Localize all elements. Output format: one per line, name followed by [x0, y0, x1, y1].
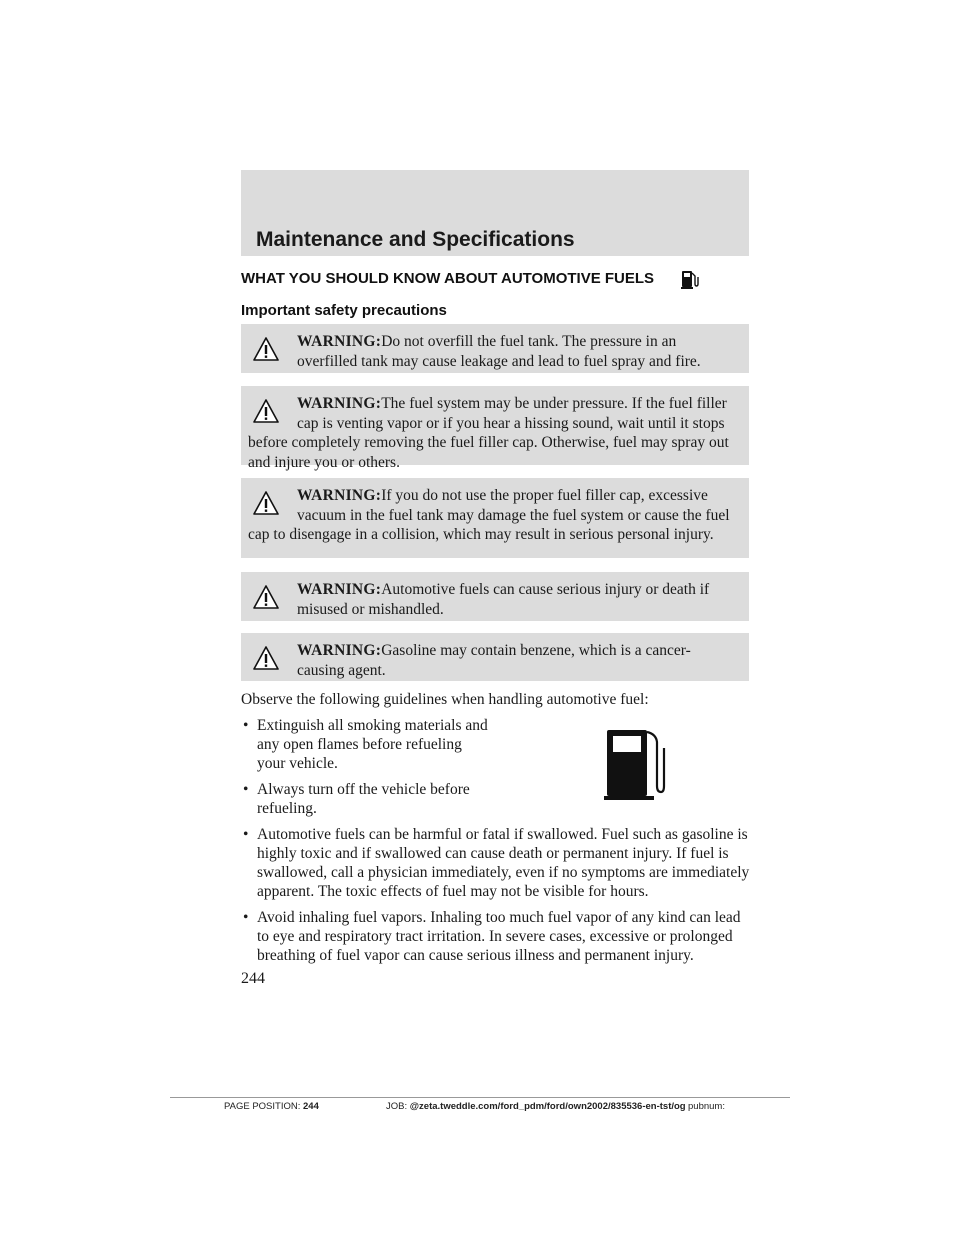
guidelines-list [241, 716, 751, 972]
footer-position-label: PAGE POSITION: [224, 1101, 301, 1112]
footer-pubnum-label: pubnum: [688, 1101, 725, 1112]
list-item: • Extinguish all smoking materials and any open flames before refueling your vehicle. [241, 716, 492, 773]
warning-triangle-icon [253, 491, 279, 515]
list-item: • Automotive fuels can be harmful or fatal if swallowed. Fuel such as gasoline is highly toxic and if swallowed can cause death or permanent injury. If fuel is swallowed, call a physician immediately, even if no symptoms are immediately apparent. The toxic effects of fuel may not be visible for hours. [241, 825, 751, 901]
fuel-pump-icon [681, 268, 699, 290]
warning-triangle-icon [253, 646, 279, 670]
warning-label: WARNING: [297, 395, 382, 412]
warning-box [241, 478, 749, 558]
footer-job-value: @zeta.tweddle.com/ford_pdm/ford/own2002/835536-en-tst/og [409, 1101, 686, 1112]
warning-triangle-icon [253, 399, 279, 423]
warning-box [241, 633, 749, 681]
warning-label: WARNING: [297, 581, 382, 598]
warning-text: Do not overfill the fuel tank. The pressure in an overfilled tank may cause leakage and lead to fuel spray and fire. [297, 333, 701, 370]
list-item: • Avoid inhaling fuel vapors. Inhaling too much fuel vapor of any kind can lead to eye and respiratory tract irritation. In severe cases, excessive or prolonged breathing of fuel vapor can cause serious illness and permanent injury. [241, 908, 751, 965]
warning-label: WARNING: [297, 487, 382, 504]
page-heading: WHAT YOU SHOULD KNOW ABOUT AUTOMOTIVE FUELS [241, 270, 655, 287]
warning-box [241, 324, 749, 373]
warning-triangle-icon [253, 585, 279, 609]
page-number: 244 [241, 970, 265, 987]
fuel-pump-icon [604, 726, 666, 802]
warning-box [241, 572, 749, 621]
warning-text: The fuel system may be under pressure. If the fuel filler cap is venting vapor or if you hear a hissing sound, wait until it stops before completely removing the fuel filler cap. Otherwise, fuel may spray out and injure you or others. [248, 395, 729, 471]
warning-label: WARNING: [297, 333, 382, 350]
warning-text: Gasoline may contain benzene, which is a cancer-causing agent. [297, 642, 691, 679]
warning-text: Automotive fuels can cause serious injury or death if misused or mishandled. [297, 581, 710, 618]
footer-job-label: JOB: [386, 1101, 408, 1112]
warning-box [241, 386, 749, 471]
list-item: • Always turn off the vehicle before refueling. [241, 780, 492, 818]
subheading: Important safety precautions [241, 302, 447, 319]
section-title: Maintenance and Specifications [256, 228, 575, 251]
footer-divider [170, 1097, 790, 1098]
footer-position-value: 244 [303, 1101, 319, 1112]
warning-text: If you do not use the proper fuel filler cap, excessive vacuum in the fuel tank may damage the fuel system or cause the fuel cap to disengage in a collision, which may result in serious personal injury. [248, 487, 730, 543]
guidelines-intro: Observe the following guidelines when handling automotive fuel: [241, 691, 649, 708]
warning-triangle-icon [253, 337, 279, 361]
warning-label: WARNING: [297, 642, 382, 659]
